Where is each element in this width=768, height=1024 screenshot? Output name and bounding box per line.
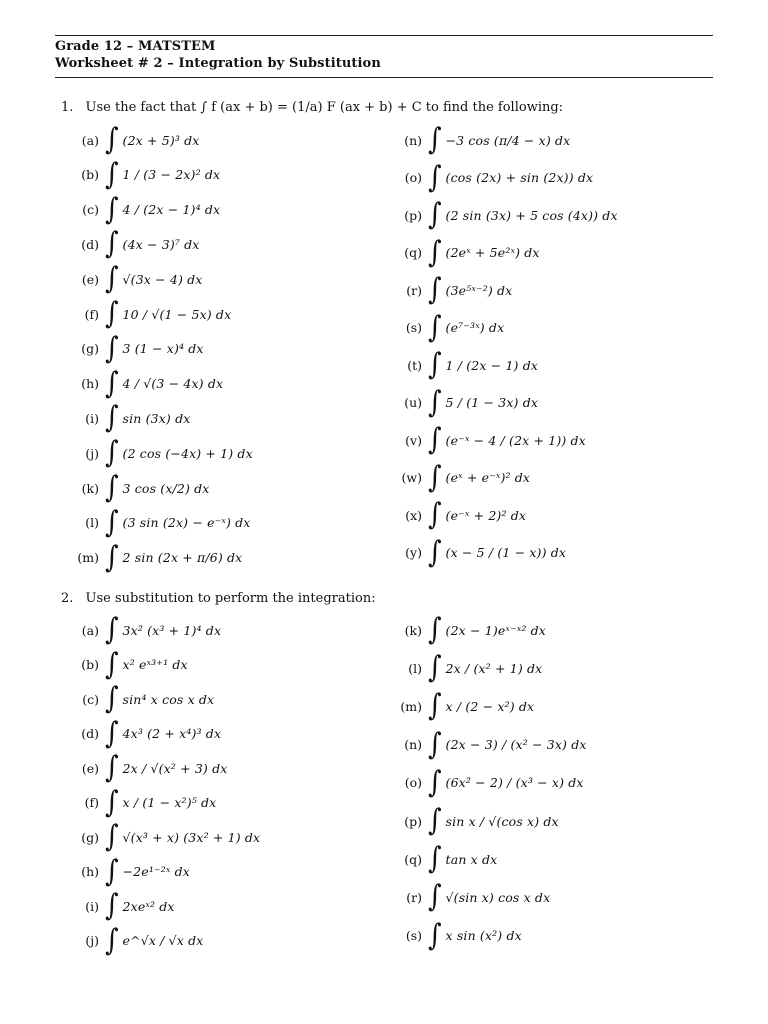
section-2-instruction <box>61 591 376 606</box>
problem-item <box>69 819 389 855</box>
problem-item <box>392 460 712 495</box>
problem-label: (m) <box>400 698 422 714</box>
problem-expression: (2x − 1)eˣ⁻ˣ² dx <box>445 622 546 638</box>
problem-expression: (2 sin (3x) + 5 cos (4x)) dx <box>445 207 618 223</box>
problem-item <box>69 505 389 541</box>
problem-item <box>392 650 712 686</box>
problem-expression: −2e¹⁻²ˣ dx <box>122 864 190 879</box>
integral-sign-icon: ∫ <box>105 923 119 958</box>
problem-item <box>69 470 389 506</box>
integral-sign-icon: ∫ <box>105 192 119 227</box>
integral-sign-icon: ∫ <box>428 497 442 533</box>
problem-expression: √(sin x) cos x dx <box>445 889 551 905</box>
problem-expression: (x − 5 / (1 − x)) dx <box>445 545 567 560</box>
problem-expression: sin (3x) dx <box>122 410 191 426</box>
problem-item <box>392 197 712 233</box>
integral-sign-icon: ∫ <box>105 435 119 471</box>
problem-item <box>392 612 712 648</box>
integral-sign-icon: ∫ <box>105 681 119 717</box>
problem-expression: (e⁻ˣ − 4 / (2x + 1)) dx <box>445 432 586 448</box>
problem-label: (d) <box>81 726 99 741</box>
problem-item <box>69 612 389 648</box>
problem-expression: 1 / (2x − 1) dx <box>445 357 539 373</box>
problem-label: (r) <box>406 889 422 905</box>
header-bottom-rule <box>55 77 713 78</box>
problem-expression: 5 / (1 − 3x) dx <box>445 395 539 410</box>
integral-sign-icon: ∫ <box>105 750 119 786</box>
problem-item <box>69 331 389 367</box>
integral-sign-icon: ∫ <box>105 227 119 262</box>
problem-expression: x / (2 − x²) dx <box>445 698 535 714</box>
problem-item <box>392 535 712 570</box>
problem-label: (m) <box>77 550 99 566</box>
integral-sign-icon: ∫ <box>428 918 442 953</box>
problem-item <box>392 803 712 839</box>
problem-item <box>69 366 389 401</box>
problem-label: (d) <box>81 236 99 252</box>
header-worksheet-title: Worksheet # 2 – Integration by Substitution <box>55 56 381 71</box>
problem-item <box>69 647 389 682</box>
integral-sign-icon: ∫ <box>105 854 119 889</box>
problem-item <box>392 880 712 915</box>
worksheet-page <box>55 0 713 1024</box>
integral-sign-icon: ∫ <box>428 385 442 420</box>
problem-expression: (4x − 3)⁷ dx <box>122 236 200 252</box>
integral-sign-icon: ∫ <box>105 261 119 297</box>
problem-item <box>69 750 389 786</box>
problem-label: (e) <box>81 760 99 776</box>
problem-expression: (2x − 3) / (x² − 3x) dx <box>445 737 587 753</box>
section-1-instruction <box>61 100 563 115</box>
problem-item <box>392 385 712 420</box>
problem-item <box>69 854 389 889</box>
integral-sign-icon: ∫ <box>105 716 119 751</box>
problem-label: (i) <box>85 898 99 914</box>
problem-item <box>392 422 712 458</box>
integral-sign-icon: ∫ <box>105 470 119 506</box>
problem-label: (t) <box>407 357 422 373</box>
integral-sign-icon: ∫ <box>105 785 119 820</box>
problem-expression: 2x / (x² + 1) dx <box>445 660 543 676</box>
problem-label: (w) <box>401 470 422 485</box>
problem-item <box>392 727 712 762</box>
problem-label: (j) <box>85 445 99 461</box>
top-rule <box>55 35 713 36</box>
problem-label: (s) <box>405 928 422 944</box>
problem-item <box>392 765 712 801</box>
problem-label: (s) <box>405 320 422 335</box>
problem-label: (p) <box>404 207 422 223</box>
integral-sign-icon: ∫ <box>428 765 442 801</box>
problem-expression: 4 / (2x − 1)⁴ dx <box>122 202 221 218</box>
problem-expression: sin x / √(cos x) dx <box>445 813 559 829</box>
integral-sign-icon: ∫ <box>428 122 442 158</box>
problem-item <box>392 122 712 158</box>
problem-label: (h) <box>81 864 99 879</box>
problem-item <box>392 160 712 195</box>
problem-item <box>69 923 389 958</box>
problem-item <box>69 192 389 227</box>
problem-label: (y) <box>405 545 422 560</box>
integral-sign-icon: ∫ <box>428 841 442 877</box>
problem-label: (i) <box>85 410 99 426</box>
problem-label: (b) <box>81 167 99 183</box>
integral-sign-icon: ∫ <box>428 422 442 458</box>
problem-label: (x) <box>405 507 422 523</box>
problem-expression: (e⁻ˣ + 2)² dx <box>445 507 527 523</box>
problem-label: (o) <box>404 170 422 185</box>
problem-label: (e) <box>81 271 99 287</box>
problem-expression: (6x² − 2) / (x³ − x) dx <box>445 775 584 791</box>
integral-sign-icon: ∫ <box>105 888 119 924</box>
integral-sign-icon: ∫ <box>105 540 119 575</box>
problem-item <box>392 689 712 724</box>
problem-expression: (e⁷⁻³ˣ) dx <box>445 320 505 335</box>
problem-expression: 2xeˣ² dx <box>122 898 175 914</box>
integral-sign-icon: ∫ <box>428 727 442 762</box>
integral-sign-icon: ∫ <box>428 460 442 495</box>
problem-item <box>69 681 389 717</box>
integral-sign-icon: ∫ <box>105 157 119 193</box>
problem-expression: 4x³ (2 + x⁴)³ dx <box>122 726 222 741</box>
section-2-number: 2. <box>61 591 74 606</box>
integral-sign-icon: ∫ <box>428 160 442 195</box>
integral-sign-icon: ∫ <box>105 331 119 367</box>
problem-item <box>392 841 712 877</box>
problem-item <box>69 401 389 436</box>
problem-expression: e^√x / √x dx <box>122 933 204 948</box>
problem-expression: x / (1 − x²)⁵ dx <box>122 795 217 810</box>
problem-expression: 2x / √(x² + 3) dx <box>122 760 228 776</box>
problem-expression: tan x dx <box>445 851 498 867</box>
problem-item <box>69 261 389 297</box>
integral-sign-icon: ∫ <box>428 235 442 270</box>
problem-label: (b) <box>81 657 99 672</box>
problem-item <box>69 296 389 332</box>
problem-expression: (2x + 5)³ dx <box>122 132 200 148</box>
integral-sign-icon: ∫ <box>428 612 442 648</box>
problem-label: (v) <box>405 432 422 448</box>
problem-label: (g) <box>81 341 99 357</box>
problem-expression: √(3x − 4) dx <box>122 271 203 287</box>
problem-expression: (eˣ + e⁻ˣ)² dx <box>445 470 531 485</box>
problem-label: (c) <box>82 202 99 218</box>
problem-expression: 10 / √(1 − 5x) dx <box>122 306 232 322</box>
problem-item <box>392 497 712 533</box>
integral-sign-icon: ∫ <box>428 689 442 724</box>
problem-expression: 2 sin (2x + π/6) dx <box>122 550 243 566</box>
section-1-text: Use the fact that ∫ f (ax + b) = (1/a) F (ax + b) + C to find the following: <box>85 100 564 115</box>
integral-sign-icon: ∫ <box>428 347 442 383</box>
problem-label: (f) <box>84 306 99 322</box>
problem-label: (k) <box>404 622 422 638</box>
problem-expression: (2 cos (−4x) + 1) dx <box>122 445 253 461</box>
problem-item <box>392 235 712 270</box>
problem-label: (j) <box>85 933 99 948</box>
problem-label: (p) <box>404 813 422 829</box>
integral-sign-icon: ∫ <box>428 272 442 308</box>
problem-label: (l) <box>85 515 99 531</box>
problem-expression: (3e⁵ˣ⁻²) dx <box>445 282 513 298</box>
problem-label: (r) <box>406 282 422 298</box>
problem-expression: 4 / √(3 − 4x) dx <box>122 376 224 392</box>
integral-sign-icon: ∫ <box>428 803 442 839</box>
problem-expression: 3x² (x³ + 1)⁴ dx <box>122 622 222 638</box>
problem-expression: x sin (x²) dx <box>445 928 522 944</box>
problem-label: (q) <box>404 851 422 867</box>
problem-expression: (cos (2x) + sin (2x)) dx <box>445 170 594 185</box>
problem-item <box>69 716 389 751</box>
problem-label: (u) <box>404 395 422 410</box>
integral-sign-icon: ∫ <box>105 612 119 648</box>
integral-sign-icon: ∫ <box>428 197 442 233</box>
problem-item <box>69 540 389 575</box>
integral-sign-icon: ∫ <box>428 535 442 570</box>
problem-item <box>392 347 712 383</box>
problem-label: (n) <box>404 737 422 753</box>
problem-label: (c) <box>82 691 99 707</box>
problem-label: (k) <box>81 480 99 496</box>
integral-sign-icon: ∫ <box>105 647 119 682</box>
problem-label: (q) <box>404 245 422 260</box>
problem-expression: sin⁴ x cos x dx <box>122 691 215 707</box>
header-course: Grade 12 – MATSTEM <box>55 39 216 54</box>
problem-label: (a) <box>81 622 99 638</box>
integral-sign-icon: ∫ <box>428 880 442 915</box>
problem-label: (a) <box>81 132 99 148</box>
problem-item <box>392 918 712 953</box>
problem-item <box>392 310 712 345</box>
problem-expression: 3 (1 − x)⁴ dx <box>122 341 204 357</box>
problem-item <box>69 785 389 820</box>
integral-sign-icon: ∫ <box>105 122 119 158</box>
problem-label: (l) <box>408 660 422 676</box>
problem-item <box>69 888 389 924</box>
problem-label: (o) <box>404 775 422 791</box>
integral-sign-icon: ∫ <box>105 819 119 855</box>
problem-item <box>392 272 712 308</box>
problem-label: (h) <box>81 376 99 392</box>
problem-expression: x² eˣ³⁺¹ dx <box>122 657 188 672</box>
problem-item <box>69 227 389 262</box>
problem-expression: 1 / (3 − 2x)² dx <box>122 167 221 183</box>
integral-sign-icon: ∫ <box>105 296 119 332</box>
problem-item <box>69 157 389 193</box>
integral-sign-icon: ∫ <box>105 505 119 541</box>
problem-item <box>69 435 389 471</box>
integral-sign-icon: ∫ <box>428 310 442 345</box>
problem-label: (n) <box>404 132 422 148</box>
integral-sign-icon: ∫ <box>428 650 442 686</box>
problem-expression: (3 sin (2x) − e⁻ˣ) dx <box>122 515 251 531</box>
problem-expression: √(x³ + x) (3x² + 1) dx <box>122 829 261 845</box>
section-1-number: 1. <box>61 100 74 115</box>
problem-item <box>69 122 389 158</box>
problem-expression: −3 cos (π/4 − x) dx <box>445 132 571 148</box>
problem-expression: (2eˣ + 5e²ˣ) dx <box>445 245 540 260</box>
problem-expression: 3 cos (x/2) dx <box>122 480 210 496</box>
section-2-text: Use substitution to perform the integration: <box>85 591 376 606</box>
integral-sign-icon: ∫ <box>105 401 119 436</box>
problem-label: (f) <box>84 795 99 810</box>
problem-label: (g) <box>81 829 99 845</box>
integral-sign-icon: ∫ <box>105 366 119 401</box>
